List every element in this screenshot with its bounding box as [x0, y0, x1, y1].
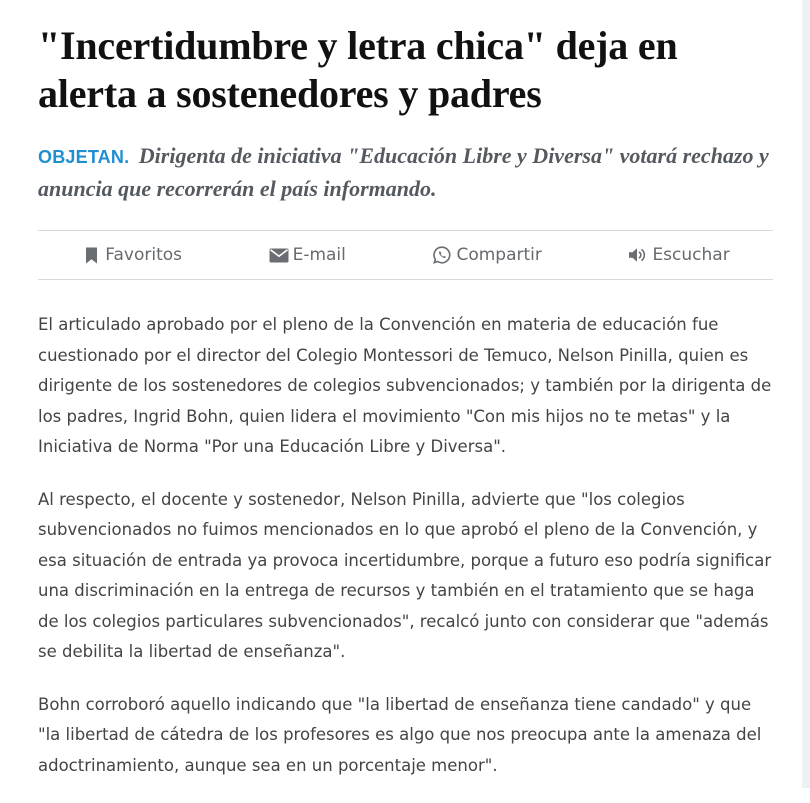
- article-paragraph: Al respecto, el docente y sostenedor, Nelson Pinilla, advierte que "los colegios subvencionados no fuimos mencionados en lo que aprobó el pleno de la Convención, y esa situación de entrada ya provoca incertidumbre, porque a futuro eso podría significar una discriminación en la entrega de recursos y también en el tratamiento que se haga de los colegios particulares subvencionados", recalcó junto con considerar que "además se debilita la libertad de enseñanza".: [38, 489, 772, 661]
- article-subhead: [38, 140, 773, 204]
- listen-label: Escuchar: [652, 245, 730, 265]
- article-paragraph: El articulado aprobado por el pleno de la Convención en materia de educación fue cuestionado por el director del Colegio Montessori de Temuco, Nelson Pinilla, quien es dirigente de los sostenedores de colegios subvencionados; y también por la dirigenta de los padres, Ingrid Bohn, quien lidera el movimiento "Con mis hijos no te metas" y la Iniciativa de Norma "Por una Educación Libre y Diversa".: [38, 315, 772, 456]
- share-label: Compartir: [456, 245, 542, 265]
- whatsapp-icon: [432, 245, 452, 265]
- article-subhead-text: Dirigenta de iniciativa "Educación Libre y Diversa" votará rechazo y anuncia que recorrerán el país informando.: [38, 143, 769, 201]
- article-headline: "Incertidumbre y letra chica" deja en alerta a sostenedores y padres: [38, 23, 678, 116]
- share-bar: [38, 230, 773, 280]
- email-label: E-mail: [292, 245, 346, 265]
- article-kicker: OBJETAN.: [38, 147, 130, 167]
- speaker-icon: [628, 245, 648, 265]
- favorites-button[interactable]: [81, 245, 182, 265]
- favorites-label: Favoritos: [105, 245, 183, 265]
- envelope-icon: [269, 245, 289, 265]
- article-body: [38, 310, 773, 781]
- bookmark-icon: [81, 245, 101, 265]
- article: [38, 22, 773, 803]
- article-paragraph: Bohn corroboró aquello indicando que "la libertad de enseñanza tiene candado" y que "la libertad de cátedra de los profesores es algo que nos preocupa ante la amenaza del adoctrinamiento, aunque sea en un porcentaje menor".: [38, 694, 762, 775]
- listen-button[interactable]: [628, 245, 729, 265]
- page-scroll-rail: [802, 0, 810, 788]
- email-button[interactable]: [269, 245, 346, 265]
- share-button[interactable]: [432, 245, 541, 265]
